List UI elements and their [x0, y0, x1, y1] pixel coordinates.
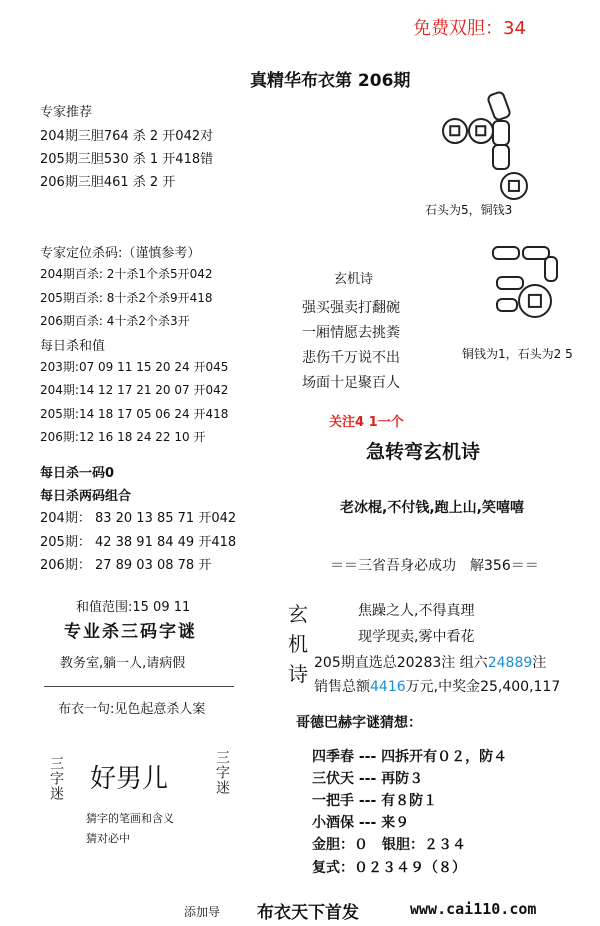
daily-sum-line: 203期:07 09 11 15 20 24 开045	[40, 360, 229, 374]
free-double-label: 免费双胆：34	[413, 18, 526, 39]
poem-line: 悲伤千万说不出	[302, 350, 400, 366]
riddle-text: 教务室,躺一人,请病假	[60, 656, 186, 671]
sales-suffix: 万元,中奖金25,400,117	[405, 679, 561, 695]
kill-one-label: 每日杀一码0	[40, 466, 115, 481]
draw-205-highlight: 24889	[487, 655, 533, 671]
sales-line	[314, 676, 560, 696]
goldbach-line: 三伏天 --- 再防３	[312, 771, 424, 787]
coin-icon	[442, 118, 468, 144]
position-kill-line: 204期百杀: 2十杀1个杀5开042	[40, 267, 213, 281]
kill-two-line: 204期： 83 20 13 85 71 开042	[40, 511, 237, 526]
stone-icon	[496, 298, 518, 312]
kill-two-line: 205期： 42 38 91 84 49 开418	[40, 535, 237, 550]
goldbach-heading: 哥德巴赫字谜猜想：	[296, 715, 422, 731]
expert-heading: 专家推荐	[40, 105, 93, 120]
expert-line: 206期三胆461 杀 2 开	[40, 175, 176, 190]
kill-two-heading: 每日杀两码组合	[40, 489, 132, 504]
sharp-turn-answer: 老冰棍,不付钱,跑上山,笑嘻嘻	[340, 500, 524, 516]
footer-add-label: 添加导	[184, 905, 221, 919]
xuanji-line: 现学现卖,雾中看花	[358, 629, 475, 645]
xuanji-vertical-char: 机	[288, 632, 308, 656]
stone-icon	[486, 90, 512, 122]
footer-url[interactable]: www.cai110.com	[410, 900, 537, 918]
good-man-text: 好男儿	[90, 764, 169, 794]
coin-icon	[468, 118, 494, 144]
follow-label: 关注4 1一个	[329, 415, 404, 430]
poem-line: 一厢情愿去挑粪	[302, 325, 400, 341]
kill-two-line: 206期： 27 89 03 08 78 开	[40, 558, 212, 573]
three-provinces-line: ＝＝三省吾身必成功 解356＝＝	[330, 558, 539, 574]
sharp-turn-title: 急转弯玄机诗	[366, 441, 481, 463]
draw-205-line	[314, 652, 546, 672]
position-kill-line: 205期百杀: 8十杀2个杀9开418	[40, 291, 213, 305]
riddle-title: 专业杀三码字谜	[64, 622, 197, 642]
three-char-riddle-right: 三字迷	[214, 750, 230, 795]
goldbach-line: 复式：０２３４９（８）	[312, 860, 466, 876]
draw-205-suffix: 注	[532, 655, 547, 671]
daily-sum-heading: 每日杀和值	[40, 339, 106, 354]
poem-line: 强买强卖打翻碗	[302, 300, 400, 316]
xuanji-vertical-char: 诗	[288, 662, 308, 686]
page-title: 真精华布衣第 206期	[250, 71, 411, 91]
sum-range-label: 和值范围:15 09 11	[76, 600, 191, 615]
guess-line: 猜字的笔画和含义	[86, 812, 174, 825]
stone-icon	[544, 256, 558, 282]
footer-brand: 布衣天下首发	[257, 903, 359, 923]
position-kill-heading: 专家定位杀码:（谨慎参考）	[40, 246, 201, 261]
stone-icon	[492, 120, 510, 146]
draw-205-prefix: 205期直选总20283注 组六	[314, 655, 488, 671]
xuanji-line: 焦躁之人,不得真理	[358, 603, 475, 619]
expert-line: 204期三胆764 杀 2 开042对	[40, 129, 214, 144]
three-char-riddle-left: 三字迷	[48, 756, 64, 801]
position-kill-line: 206期百杀: 4十杀2个杀3开	[40, 314, 190, 328]
stone-icon	[492, 246, 520, 260]
goldbach-line: 小酒保 --- 来９	[312, 815, 410, 831]
coin-icon	[500, 172, 528, 200]
goldbach-line: 四季春 --- 四拆开有０２，防４	[312, 749, 508, 765]
poem-heading: 玄机诗	[334, 272, 374, 287]
xuanji-vertical-char: 玄	[288, 602, 308, 626]
stone-icon	[496, 276, 524, 290]
sales-highlight: 4416	[370, 679, 406, 695]
daily-sum-line: 205期:14 18 17 05 06 24 开418	[40, 407, 229, 421]
coin-caption: 铜钱为1，石头为2 5	[462, 347, 573, 361]
guess-line: 猜对必中	[86, 832, 130, 845]
coin-icon	[518, 284, 552, 318]
goldbach-line: 一把手 --- 有８防１	[312, 793, 438, 809]
stone-icon	[492, 144, 510, 170]
buyi-sentence: 布衣一句:见色起意杀人案	[58, 702, 206, 717]
daily-sum-line: 206期:12 16 18 24 22 10 开	[40, 430, 206, 444]
poem-line: 场面十足聚百人	[302, 375, 400, 391]
coin-caption: 石头为5，铜钱3	[425, 203, 513, 217]
daily-sum-line: 204期:14 12 17 21 20 07 开042	[40, 383, 229, 397]
divider-line	[44, 686, 234, 687]
goldbach-line: 金胆：０ 银胆：２３４	[312, 837, 466, 853]
expert-line: 205期三胆530 杀 1 开418错	[40, 152, 214, 167]
sales-prefix: 销售总额	[314, 679, 370, 695]
